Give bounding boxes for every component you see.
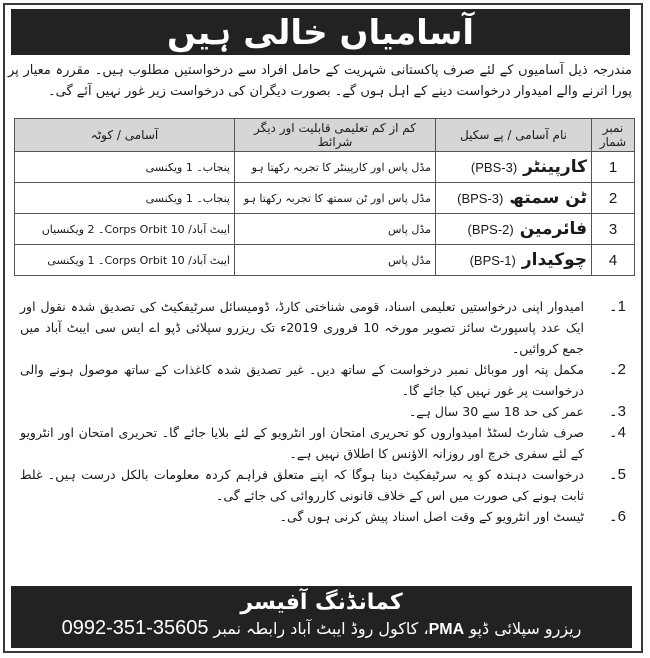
post-name: چوکیدار [521,250,587,270]
header-quota: آسامی / کوٹہ [15,119,235,152]
list-item [20,422,628,464]
page-title: آسامیاں خالی ہیں [166,12,475,53]
address-suffix: ، کاکول روڈ ایبٹ آباد رابطہ نمبر [213,619,429,638]
item-number: 1۔ [608,298,626,315]
list-item [20,359,628,401]
qualification-cell: مڈل پاس اور ٹن سمتھ کا تجربہ رکھتا ہو [235,183,436,214]
post-cell [436,152,592,183]
item-number: 5۔ [608,466,626,483]
serial-cell: 2 [592,183,635,214]
quota-cell: ایبٹ آباد/ 10 Corps Orbit۔ 2 ویکنسیاں [15,214,235,245]
post-cell [436,183,592,214]
post-name: کارپینٹر [523,157,587,177]
item-number: 4۔ [608,424,626,441]
serial-cell: 4 [592,245,635,276]
pay-scale: (PBS-3) [470,160,518,175]
item-text: مکمل پتہ اور موبائل نمبر درخواست کے ساتھ دیں۔ غیر تصدیق شدہ کاغذات کے ساتھ موصول ہونے والی درخواست پر غور نہیں کیا جائے گا۔ [20,362,584,398]
list-item [20,506,628,527]
item-text: درخواست دہندہ کو یہ سرٹیفکیٹ دینا ہوگا کہ اپنے متعلق فراہم کردہ معلومات بالکل درست ہیں۔ غلط ثابت ہونے کی صورت میں اس کے خلاف قانونی کارروائی کی جائے گی۔ [20,467,584,503]
post-cell [436,214,592,245]
pay-scale: (BPS-2) [467,222,514,237]
address-prefix: ریزرو سپلائی ڈپو [469,619,582,638]
table-row [15,214,635,245]
header-post: نام آسامی / پے سکیل [436,119,592,152]
quota-cell: پنجاب۔ 1 ویکنسی [15,152,235,183]
item-number: 2۔ [608,361,626,378]
pay-scale: (BPS-1) [469,253,516,268]
list-item [20,464,628,506]
footer-banner [11,586,632,648]
item-number: 3۔ [608,403,626,420]
item-text: ٹیسٹ اور انٹرویو کے وقت اصل اسناد پیش کرنی ہوں گی۔ [279,509,584,524]
qualification-cell: مڈل پاس اور کارپینٹر کا تجربہ رکھتا ہو [235,152,436,183]
header-qualification: کم از کم تعلیمی قابلیت اور دیگر شرائط [235,119,436,152]
intro-paragraph: مندرجہ ذیل آسامیوں کے لئے صرف پاکستانی شہریت کے حامل افراد سے درخواستیں مطلوب ہیں۔ مقررہ معیار پر پورا اترنے والے امیدوار درخواست دینے کے اہل ہوں گے۔ بصورت دیگران کی درخواست زیر غور نہیں آئے گی۔ [8,63,632,99]
contact-address [11,617,632,640]
serial-cell: 1 [592,152,635,183]
item-text: عمر کی حد 18 سے 30 سال ہے۔ [408,404,584,419]
table-header-row [15,119,635,152]
vacancies-table [14,118,635,276]
issuing-officer: کمانڈنگ آفیسر [240,590,403,615]
post-name: ٹن سمتھ [509,188,587,208]
table-row [15,152,635,183]
item-number: 6۔ [608,508,626,525]
quota-cell: پنجاب۔ 1 ویکنسی [15,183,235,214]
pma-label: PMA [428,621,465,638]
title-banner [11,9,630,55]
qualification-cell: مڈل پاس [235,245,436,276]
item-text: امیدوار اپنی درخواستیں تعلیمی اسناد، قومی شناختی کارڈ، ڈومیسائل سرٹیفکیٹ کی تصدیق شدہ نقول اور ایک عدد پاسپورٹ سائز تصویر مورخہ 10 فروری 2019ء تک ریزرو سپلائی ڈپو اے ایس سی ایبٹ آباد میں جمع کروائیں۔ [20,299,584,356]
quota-cell: ایبٹ آباد/ 10 Corps Orbit۔ 1 ویکنسی [15,245,235,276]
post-name: فائرمین [519,219,587,239]
conditions-list [20,296,628,527]
list-item [20,296,628,359]
post-cell [436,245,592,276]
serial-cell: 3 [592,214,635,245]
header-serial: نمبر شمار [592,119,635,152]
pay-scale: (BPS-3) [457,191,504,206]
contact-phone: 0992-351-35605 [61,617,209,639]
qualification-cell: مڈل پاس [235,214,436,245]
item-text: صرف شارٹ لسٹڈ امیدواروں کو تحریری امتحان اور انٹرویو کے لئے بلایا جائے گا۔ تحریری امتحان اور انٹرویو کے لئے سفری خرچ اور روزانہ الاؤنس کا اطلاق نہیں ہے۔ [20,425,584,461]
table-row [15,183,635,214]
list-item [20,401,628,422]
table-row [15,245,635,276]
